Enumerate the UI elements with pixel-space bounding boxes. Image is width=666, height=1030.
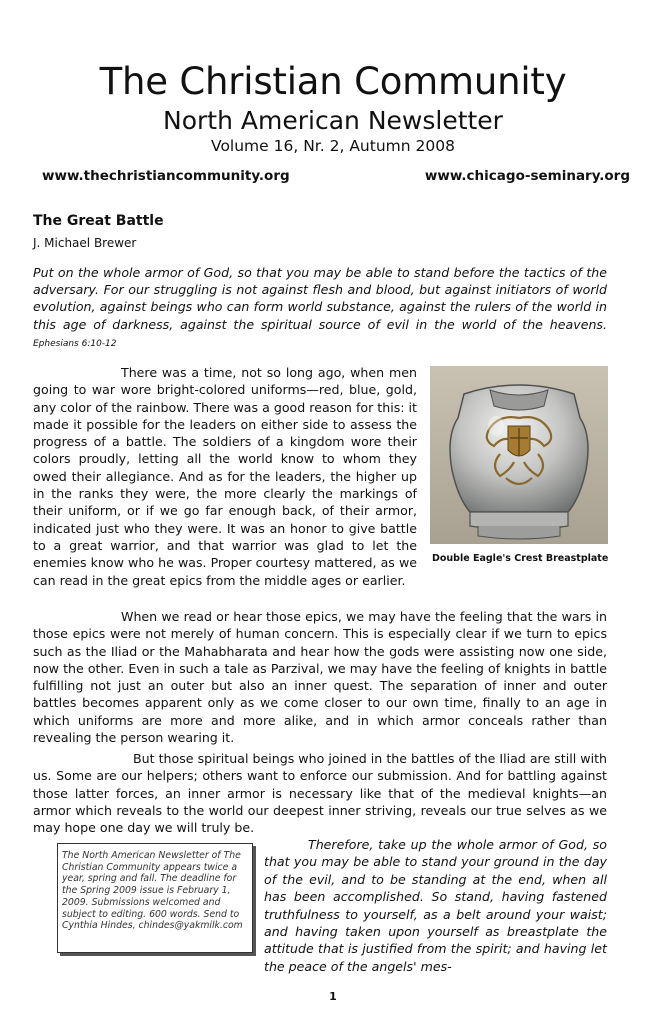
figure-caption: Double Eagle's Crest Breastplate <box>432 553 609 564</box>
community-url[interactable]: www.thechristiancommunity.org <box>42 168 290 184</box>
newsletter-notice-box <box>57 843 253 953</box>
paragraph-4: Therefore, take up the whole armor of God, so that you may be able to stand your ground in the day of the evil, and to be standing at the end, when all has been accomplished. So stand, having fastened truthfulness to yourself, as a belt around your waist; and having taken upon yourself as breastplate the attitude that is justified from the spirit; and having let the peace of the angels' mes- <box>264 837 607 974</box>
epigraph <box>33 264 607 353</box>
article-byline: J. Michael Brewer <box>33 236 137 250</box>
paragraph-2: When we read or hear those epics, we may have the feeling that the wars in those epics were not merely of human concern. This is especially clear if we turn to epics such as the Iliad or the Mahabharata and hear how the gods were assisting now one side, now the other. Even in such a tale as Parzival, we may have the feeling of knights in battle fulfilling not just an outer but also an inner quest. The separation of inner and outer battles becomes apparent only as we come closer to our own time, finally to an age in which uniforms are more and more alike, and in which armor conceals rather than revealing the person wearing it. <box>33 609 607 746</box>
epigraph-reference: Ephesians 6:10-12 <box>33 338 117 349</box>
page-number: 1 <box>329 990 337 1003</box>
epigraph-text: Put on the whole armor of God, so that you may be able to stand before the tactics of the adversary. For our struggling is not against flesh and blood, but against initiators of world evolution, against beings who can form world substance, against the rulers of the world in this age of darkness, against the spiritual source of evil in the world of the heavens. <box>33 265 607 332</box>
article-title: The Great Battle <box>33 213 164 229</box>
notice-text: The North American Newsletter of The Christian Community appears twice a year, spring and fall. The deadline for the Spring 2009 issue is February 1, 2009. Submissions welcomed and subject to editing. 600 words. Send to Cynthia Hindes, chindes@yakmilk.com <box>62 850 243 932</box>
masthead <box>0 62 666 155</box>
seminary-url[interactable]: www.chicago-seminary.org <box>424 168 630 184</box>
newsletter-title: The Christian Community <box>99 60 567 103</box>
breastplate-image <box>430 366 608 544</box>
newsletter-subtitle: North American Newsletter <box>163 106 503 135</box>
paragraph-3: But those spiritual beings who joined in the battles of the Iliad are still with us. Some are our helpers; others want to enforce our submission. And for battling against those latter forces, an inner armor is necessary like that of the medieval knights—an armor which reveals to the world our deepest inner striving, reveals our true selves as we may hope one day we will truly be. <box>33 751 607 836</box>
paragraph-1: There was a time, not so long ago, when men going to war wore bright-colored uniforms—red, blue, gold, any color of the rainbow. There was a good reason for this: it made it possible for the leaders on either side to assess the progress of a battle. The soldiers of a kingdom wore their colors proudly, letting all the world know to whom they owed their allegiance. And as for the leaders, the higher up in the ranks they were, the more clearly the markings of their uniform, or if we go far enough back, of their armor, indicated just who they were. It was an honor to give battle to a great warrior, and that warrior was glad to let the enemies know who he was. Proper courtesy mattered, as we can read in the great epics from the middle ages or earlier. <box>33 365 417 588</box>
volume-line: Volume 16, Nr. 2, Autumn 2008 <box>211 137 455 155</box>
breastplate-illustration <box>430 366 608 544</box>
